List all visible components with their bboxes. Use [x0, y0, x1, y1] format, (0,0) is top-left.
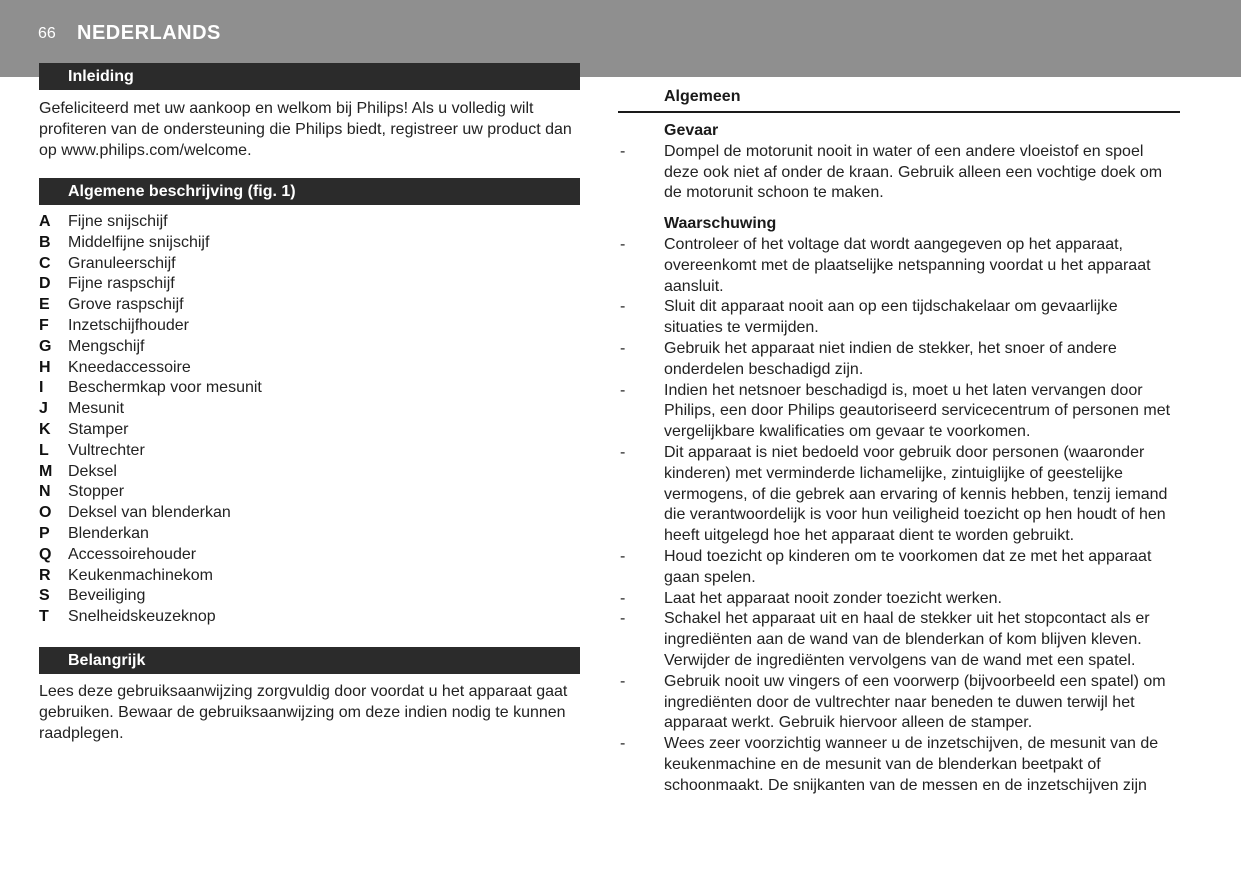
part-item — [39, 545, 579, 566]
part-name: Fijne raspschijf — [68, 275, 175, 293]
part-letter: K — [39, 420, 51, 438]
part-letter: A — [39, 213, 51, 230]
bullet-text: Sluit dit apparaat nooit aan op een tijdschakelaar om gevaarlijke situaties te vermijden. — [664, 298, 1118, 337]
bullet-dash: - — [620, 735, 626, 753]
part-item — [39, 503, 579, 524]
part-name: Grove raspschijf — [68, 296, 184, 314]
part-item — [39, 337, 579, 358]
part-letter: B — [39, 233, 51, 251]
part-name: Stamper — [68, 420, 129, 438]
part-item — [39, 420, 579, 441]
part-item — [39, 358, 579, 379]
part-letter: C — [39, 254, 51, 272]
bullet-text: Wees zeer voorzichtig wanneer u de inzetschijven, de mesunit van de keukenmachine en de mesunit van de blenderkan beetpakt of schoonmaakt. De snijkanten van de messen en de inzetschijven zijn — [664, 735, 1159, 794]
part-name: Middelfijne snijschijf — [68, 233, 210, 251]
part-item — [39, 462, 579, 483]
part-letter: H — [39, 358, 51, 376]
intro-paragraph: Gefeliciteerd met uw aankoop en welkom bij Philips! Als u volledig wilt profiteren van de ondersteuning die Philips biedt, registreer uw product dan op www.philips.com/welcome. — [39, 100, 572, 159]
right-column — [618, 85, 1180, 797]
bullet-dash: - — [620, 142, 626, 160]
part-item — [39, 254, 579, 275]
part-item — [39, 607, 579, 628]
bullet-text: Controleer of het voltage dat wordt aangegeven op het apparaat, overeenkomt met de plaatselijke netspanning voordat u het apparaat aansluit. — [664, 235, 1151, 295]
bullet-dash: - — [620, 443, 626, 461]
part-item — [39, 378, 579, 399]
section-heading-inleiding: Inleiding — [39, 63, 580, 90]
bullet-dash: - — [620, 672, 626, 690]
bullet-dash: - — [620, 381, 626, 399]
part-item — [39, 316, 579, 337]
bullet-text: Houd toezicht op kinderen om te voorkomen dat ze met het apparaat gaan spelen. — [664, 547, 1152, 586]
part-item — [39, 482, 579, 503]
bullet-item — [618, 672, 1180, 734]
part-item — [39, 441, 579, 462]
part-letter: E — [39, 296, 50, 314]
gevaar-list — [618, 142, 1180, 204]
part-name: Beschermkap voor mesunit — [68, 379, 262, 397]
bullet-item — [618, 443, 1180, 547]
part-name: Deksel van blenderkan — [68, 504, 231, 522]
section-heading-belangrijk: Belangrijk — [39, 647, 580, 674]
bullet-dash: - — [620, 298, 626, 316]
part-letter: R — [39, 566, 51, 584]
waarschuwing-heading: Waarschuwing — [664, 215, 777, 233]
part-item — [39, 295, 579, 316]
bullet-item — [618, 339, 1180, 381]
gevaar-heading: Gevaar — [664, 122, 719, 139]
parts-list — [39, 212, 579, 628]
bullet-text: Dit apparaat is niet bedoeld voor gebruik door personen (waaronder kinderen) met verminderde lichamelijke, zintuiglijke of geestelijke vermogens, of die gebrek aan ervaring of kennis hebben, tenzij iemand die verantwoordelijk is voor hun veiligheid toezicht op hen houdt of hen heeft uitgelegd hoe het apparaat dient te worden gebruikt. — [664, 443, 1168, 545]
part-name: Inzetschijfhouder — [68, 316, 189, 334]
bullet-item — [618, 609, 1180, 671]
bullet-text: Dompel de motorunit nooit in water of een andere vloeistof en spoel deze ook niet af onder de kraan. Gebruik alleen een vochtige doek om de motorunit schoon te maken. — [664, 142, 1163, 202]
part-letter: I — [39, 379, 44, 397]
part-letter: Q — [39, 545, 52, 563]
bullet-text: Indien het netsnoer beschadigd is, moet u het laten vervangen door Philips, een door Philips geautoriseerd servicecentrum of personen met vergelijkbare kwalificaties om gevaar te voorkomen. — [664, 381, 1171, 441]
part-name: Mesunit — [68, 400, 125, 418]
part-name: Stopper — [68, 483, 125, 501]
part-letter: D — [39, 275, 51, 293]
part-letter: F — [39, 316, 49, 334]
part-item — [39, 566, 579, 587]
bullet-item — [618, 297, 1180, 339]
part-letter: G — [39, 337, 52, 355]
part-letter: S — [39, 587, 50, 605]
bullet-text: Gebruik het apparaat niet indien de stekker, het snoer of andere onderdelen beschadigd zijn. — [664, 339, 1117, 378]
part-item — [39, 399, 579, 420]
bullet-text: Laat het apparaat nooit zonder toezicht werken. — [664, 589, 1002, 607]
part-name: Blenderkan — [68, 524, 149, 542]
part-name: Fijne snijschijf — [68, 213, 168, 230]
part-name: Snelheidskeuzeknop — [68, 608, 216, 626]
part-name: Mengschijf — [68, 337, 145, 355]
part-letter: P — [39, 524, 50, 542]
part-letter: N — [39, 483, 51, 501]
bullet-dash: - — [620, 235, 626, 253]
waarschuwing-list — [618, 235, 1180, 797]
part-item — [39, 233, 579, 254]
bullet-text: Gebruik nooit uw vingers of een voorwerp (bijvoorbeeld een spatel) om ingrediënten door de vultrechter naar beneden te duwen terwijl het apparaat werkt. Gebruik hiervoor alleen de stamper. — [664, 672, 1166, 732]
bullet-text: Schakel het apparaat uit en haal de stekker uit het stopcontact als er ingrediënten aan de wand van de blenderkan of kom blijven kleven. Verwijder de ingrediënten vervolgens van de wand met een spatel. — [664, 610, 1150, 669]
bullet-item — [618, 381, 1180, 443]
part-name: Granuleerschijf — [68, 254, 176, 272]
bullet-dash: - — [620, 610, 626, 628]
part-letter: T — [39, 608, 49, 626]
bullet-dash: - — [620, 589, 626, 607]
part-letter: M — [39, 462, 53, 480]
part-letter: L — [39, 441, 49, 459]
bullet-dash: - — [620, 339, 626, 357]
part-letter: O — [39, 504, 52, 522]
bullet-dash: - — [620, 547, 626, 565]
bullet-item — [618, 734, 1180, 796]
section-heading-beschrijving: Algemene beschrijving (fig. 1) — [39, 178, 580, 205]
part-name: Deksel — [68, 462, 117, 480]
part-name: Beveiliging — [68, 587, 146, 605]
part-item — [39, 274, 579, 295]
part-name: Kneedaccessoire — [68, 358, 191, 376]
language-title: NEDERLANDS — [77, 22, 221, 44]
part-item — [39, 586, 579, 607]
page-number: 66 — [38, 25, 56, 42]
part-item — [39, 212, 579, 233]
bullet-item — [618, 142, 1180, 204]
part-name: Keukenmachinekom — [68, 566, 213, 584]
algemeen-heading: Algemeen — [618, 85, 1180, 113]
bullet-item — [618, 589, 1180, 610]
bullet-item — [618, 547, 1180, 589]
part-name: Accessoirehouder — [68, 545, 197, 563]
part-letter: J — [39, 400, 48, 418]
belangrijk-paragraph: Lees deze gebruiksaanwijzing zorgvuldig door voordat u het apparaat gaat gebruiken. Bewaar de gebruiksaanwijzing om deze indien nodig te kunnen raadplegen. — [39, 683, 568, 742]
part-item — [39, 524, 579, 545]
part-name: Vultrechter — [68, 441, 145, 459]
bullet-item — [618, 235, 1180, 297]
